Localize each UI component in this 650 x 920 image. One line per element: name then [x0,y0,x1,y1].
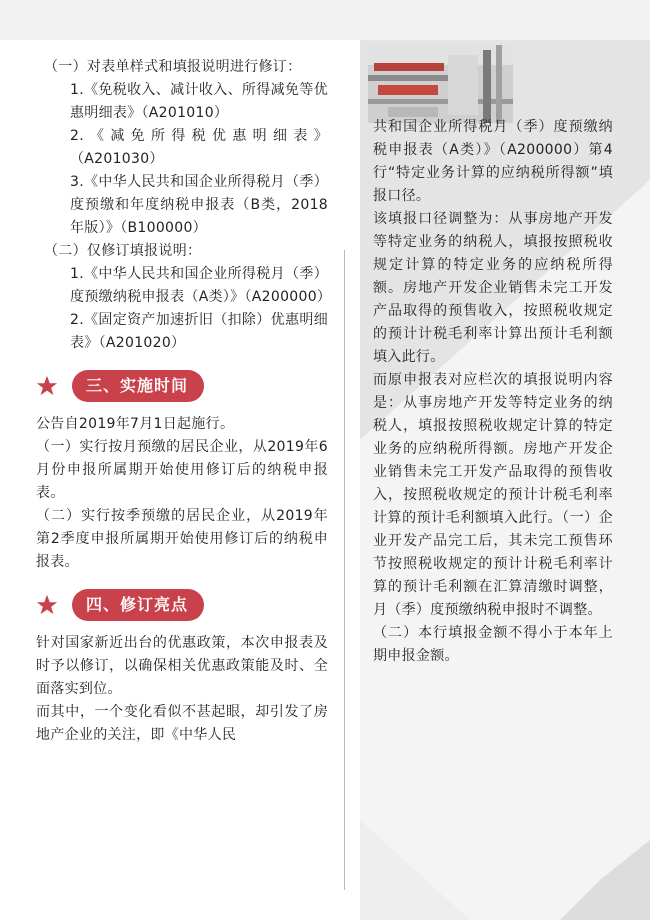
section-heading-implementation [36,369,328,403]
star-icon [36,594,58,616]
section-title: 三、实施时间 [72,370,204,402]
paragraph: 针对国家新近出台的优惠政策，本次申报表及时予以修订，以确保相关优惠政策能及时、全面落实到位。 [36,635,328,697]
right-column [373,116,613,668]
section-title: 四、修订亮点 [72,589,204,621]
list-item: （二）仅修订填报说明： [44,243,202,259]
section-heading-highlights [36,588,328,622]
list-item: 2.《减免所得税优惠明细表》（A201030） [70,128,328,167]
list-item: （一）对表单样式和填报说明进行修订： [44,59,302,75]
list-item: 3.《中华人民共和国企业所得税月（季）度预缴和年度纳税申报表（B类，2018年版）》（B100000） [70,174,328,236]
left-column [36,56,332,747]
paragraph: （二）实行按季预缴的居民企业，从2019年第2季度申报所属期开始使用修订后的纳税申报表。 [36,508,328,570]
list-item: 2.《固定资产加速折旧（扣除）优惠明细表》（A201020） [70,312,328,351]
paragraph: 而原申报表对应栏次的填报说明内容是：从事房地产开发等特定业务的纳税人，填报按照税收规定计算的特定业务的应纳税所得额。房地产开发企业销售未完工开发产品取得的预售收入，按照税收规定的预计计税毛利率计算的预计毛利额填入此行。（一）企业开发产品完工后，其未完工预售环节按照税收规定的预计计税毛利率计算的预计毛利额在汇算清缴时调整，月（季）度预缴纳税申报时不调整。 [373,372,613,618]
paragraph: 而其中，一个变化看似不甚起眼，却引发了房地产企业的关注，即《中华人民 [36,704,328,743]
paragraph: 该填报口径调整为：从事房地产开发等特定业务的纳税人，填报按照税收规定计算的特定业务的应纳税所得额。房地产开发企业销售未完工开发产品取得的预售收入，按照税收规定的预计计税毛利率计算出预计毛利额填入此行。 [373,211,613,365]
header-photo [368,45,513,123]
paragraph: （一）实行按月预缴的居民企业，从2019年6月份申报所属期开始使用修订后的纳税申报表。 [36,439,328,501]
list-item: 1.《中华人民共和国企业所得税月（季）度预缴纳税申报表（A类）》（A200000） [70,266,332,305]
column-divider [344,250,345,890]
paragraph: 公告自2019年7月1日起施行。 [36,416,235,432]
paragraph: 共和国企业所得税月（季）度预缴纳税申报表（A类）》（A200000）第4行“特定业务计算的应纳税所得额”填报口径。 [373,119,613,204]
star-icon [36,375,58,397]
paragraph: （二）本行填报金额不得小于本年上期申报金额。 [373,625,613,664]
list-item: 1.《免税收入、减计收入、所得减免等优惠明细表》（A201010） [70,82,328,121]
